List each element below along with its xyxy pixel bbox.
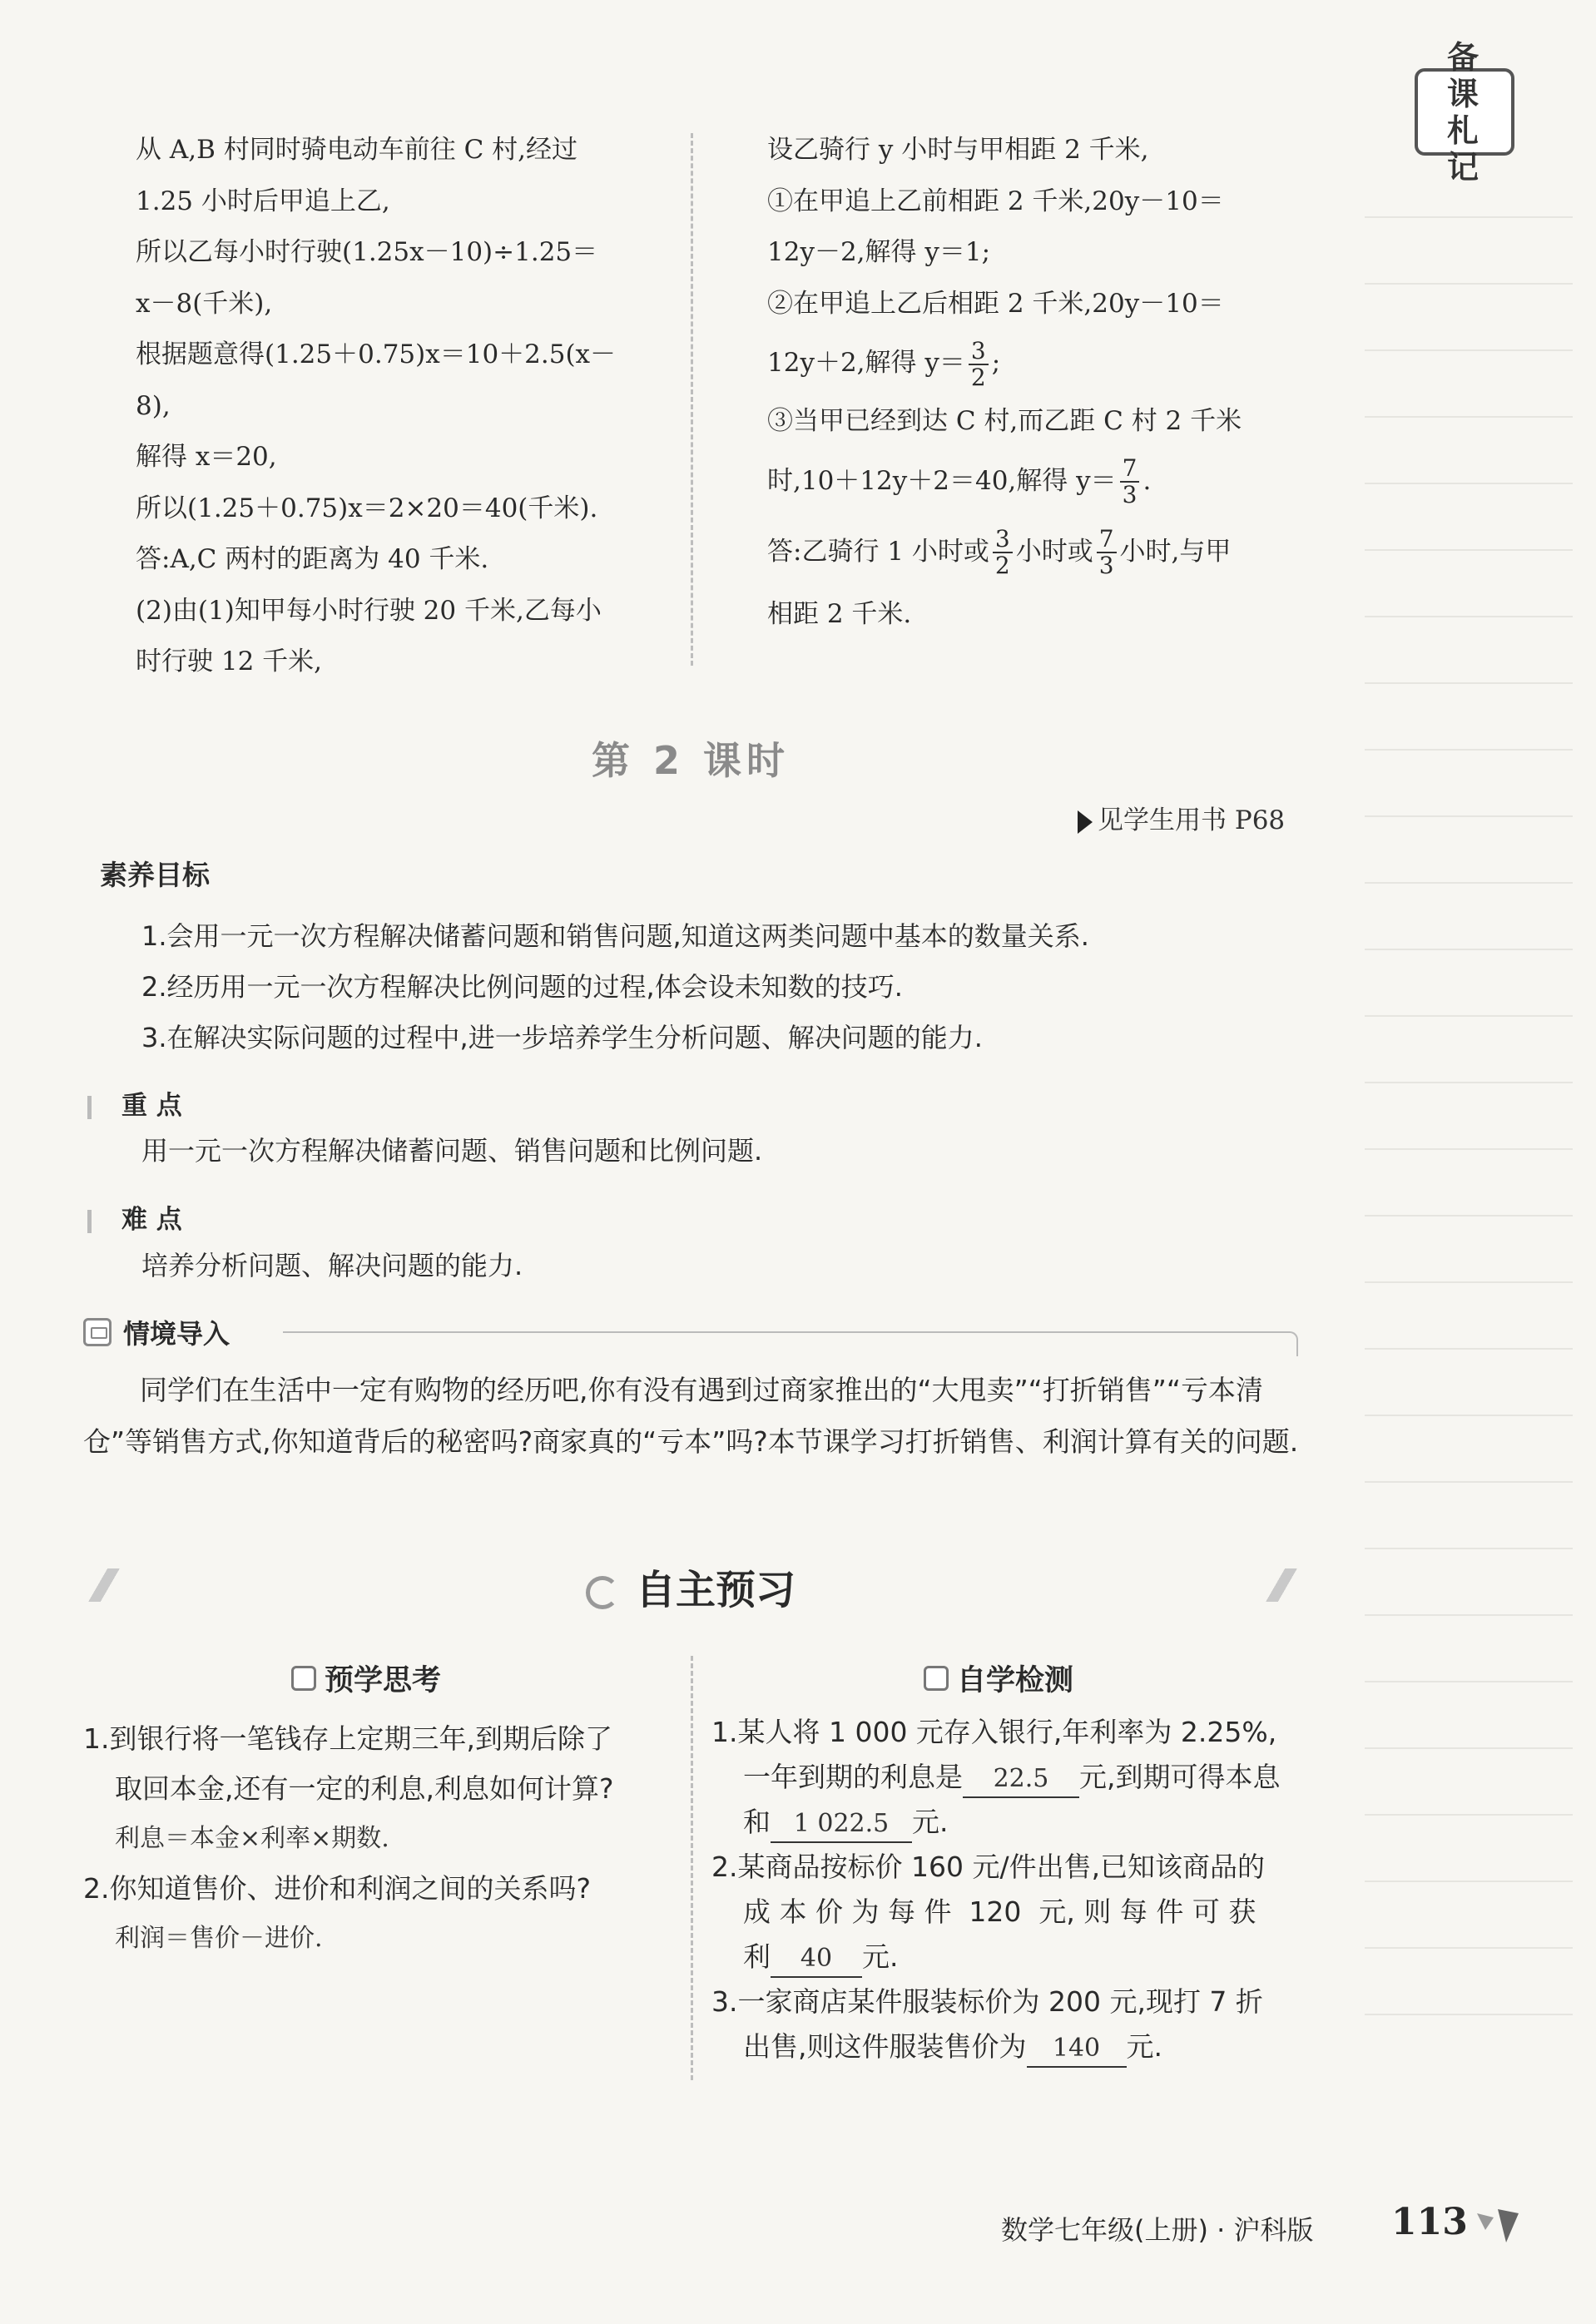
answer-blank: 22.5	[963, 1762, 1079, 1798]
goals-list	[141, 911, 1089, 1063]
play-triangle-icon	[1078, 810, 1093, 834]
text-line: ①在甲追上乙前相距 2 千米,20y－10＝	[767, 186, 1224, 216]
notes-badge	[1415, 37, 1514, 186]
difficulty-text: 培养分析问题、解决问题的能力.	[141, 1250, 523, 1281]
text-line: 所以(1.25＋0.75)x＝2×20＝40(千米).	[136, 493, 598, 523]
text-line: 时行驶 12 千米,	[136, 647, 323, 676]
question: 取回本金,还有一定的利息,利息如何计算?	[115, 1772, 614, 1805]
answer: 利息＝本金×利率×期数.	[115, 1824, 389, 1853]
self-check-heading: 自学检测	[924, 1658, 1073, 1699]
text-line: 8),	[136, 390, 171, 421]
text-line: 设乙骑行 y 小时与甲相距 2 千米,	[767, 135, 1149, 165]
answer-blank: 140	[1027, 2031, 1127, 2068]
goal-item: 3.在解决实际问题的过程中,进一步培养学生分析问题、解决问题的能力.	[141, 1022, 983, 1053]
swirl-icon	[586, 1576, 619, 1609]
question: 利 40 元.	[711, 1935, 1311, 1980]
text-line: 根据题意得(1.25＋0.75)x＝10＋2.5(x－	[136, 339, 617, 369]
check-icon	[924, 1666, 949, 1691]
difficulty-heading: 难 点	[87, 1198, 182, 1236]
key-point-heading: 重 点	[87, 1084, 182, 1122]
column-divider	[691, 133, 693, 666]
answer: 利润＝售价－进价.	[115, 1924, 323, 1953]
self-check-questions	[711, 1710, 1311, 2069]
question: 1.到银行将一笔钱存上定期三年,到期后除了	[83, 1722, 612, 1755]
fraction: $\frac{3}{2}$	[969, 339, 989, 390]
question: 3.一家商店某件服装标价为 200 元,现打 7 折	[711, 1985, 1263, 2018]
solution-right-column	[767, 125, 1308, 640]
fraction: $\frac{3}{2}$	[993, 527, 1013, 578]
question: 2.你知道售价、进价和利润之间的关系吗?	[83, 1872, 592, 1905]
footer-book-title: 数学七年级(上册) · 沪科版	[1001, 2214, 1314, 2246]
text-line: 解得 x＝20,	[136, 442, 277, 472]
intro-text: 同学们在生活中一定有购物的经历吧,你有没有遇到过商家推出的“大甩卖”“打折销售”“亏本清仓”等销售方式,你知道背后的秘密吗?商家真的“亏本”吗?本节课学习打折销售、利润计算有关的问题.	[83, 1374, 1299, 1458]
text-line: 12y＋2,解得 y＝ $\frac{3}{2}$ ;	[767, 336, 1001, 391]
text-line: 相距 2 千米.	[767, 598, 912, 629]
page-number: 113	[1391, 2201, 1468, 2243]
answer-blank: 1 022.5	[771, 1806, 912, 1843]
intro-heading: 情境导入	[83, 1313, 230, 1351]
answer-blank: 40	[771, 1941, 862, 1978]
bar-icon	[87, 1096, 92, 1119]
corner-decoration-icon	[1473, 2205, 1523, 2247]
lesson-title: 第 2 课时	[591, 738, 791, 783]
see-book-ref: 见学生用书 P68	[1078, 799, 1285, 836]
question: 一年到期的利息是 22.5 元,到期可得本息	[711, 1755, 1311, 1800]
preview-heading: 预学思考	[291, 1658, 441, 1699]
fraction: $\frac{7}{3}$	[1120, 456, 1140, 508]
column-divider	[691, 1656, 693, 2080]
question: 出售,则这件服装售价为 140 元.	[711, 2024, 1311, 2069]
text-line: 时,10＋12y＋2＝40,解得 y＝ $\frac{7}{3}$ .	[767, 454, 1152, 508]
goal-item: 2.经历用一元一次方程解决比例问题的过程,体会设未知数的技巧.	[141, 971, 903, 1003]
text-line: (2)由(1)知甲每小时行驶 20 千米,乙每小	[136, 595, 602, 626]
text-line: 从 A,B 村同时骑电动车前往 C 村,经过	[136, 135, 578, 165]
question: 和 1 022.5 元.	[711, 1800, 1311, 1845]
text-line: 1.25 小时后甲追上乙,	[136, 186, 390, 216]
question: 1.某人将 1 000 元存入银行,年利率为 2.25%,	[711, 1716, 1277, 1748]
solution-left-column	[136, 125, 681, 688]
bar-icon	[87, 1210, 92, 1233]
scene-icon	[83, 1318, 112, 1346]
text-line: 答:乙骑行 1 小时或 $\frac{3}{2}$ 小时或 $\frac{7}{3}$ 小时,与甲	[767, 525, 1232, 579]
text-line: 所以乙每小时行驶(1.25x－10)÷1.25＝	[136, 237, 598, 267]
preview-questions	[83, 1714, 682, 1964]
text-line: 答:A,C 两村的距离为 40 千米.	[136, 544, 489, 574]
key-point-text: 用一元一次方程解决储蓄问题、销售问题和比例问题.	[141, 1135, 763, 1167]
self-study-title: 自主预习	[0, 1558, 1381, 1615]
question: 2.某商品按标价 160 元/件出售,已知该商品的	[711, 1851, 1266, 1883]
goal-item: 1.会用一元一次方程解决储蓄问题和销售问题,知道这两类问题中基本的数量关系.	[141, 920, 1089, 952]
goals-heading: 素养目标	[100, 859, 210, 891]
fraction: $\frac{7}{3}$	[1097, 527, 1117, 578]
notes-badge-label: 备课札记	[1446, 37, 1482, 186]
text-line: x－8(千米),	[136, 288, 273, 319]
question: 成 本 价 为 每 件 120 元, 则 每 件 可 获	[743, 1895, 1256, 1928]
intro-divider	[283, 1331, 1298, 1356]
text-line: ②在甲追上乙后相距 2 千米,20y－10＝	[767, 288, 1224, 319]
text-line: 12y－2,解得 y＝1;	[767, 237, 991, 267]
notes-column	[1365, 166, 1573, 2080]
book-icon	[291, 1666, 316, 1691]
text-line: ③当甲已经到达 C 村,而乙距 C 村 2 千米	[767, 406, 1242, 436]
